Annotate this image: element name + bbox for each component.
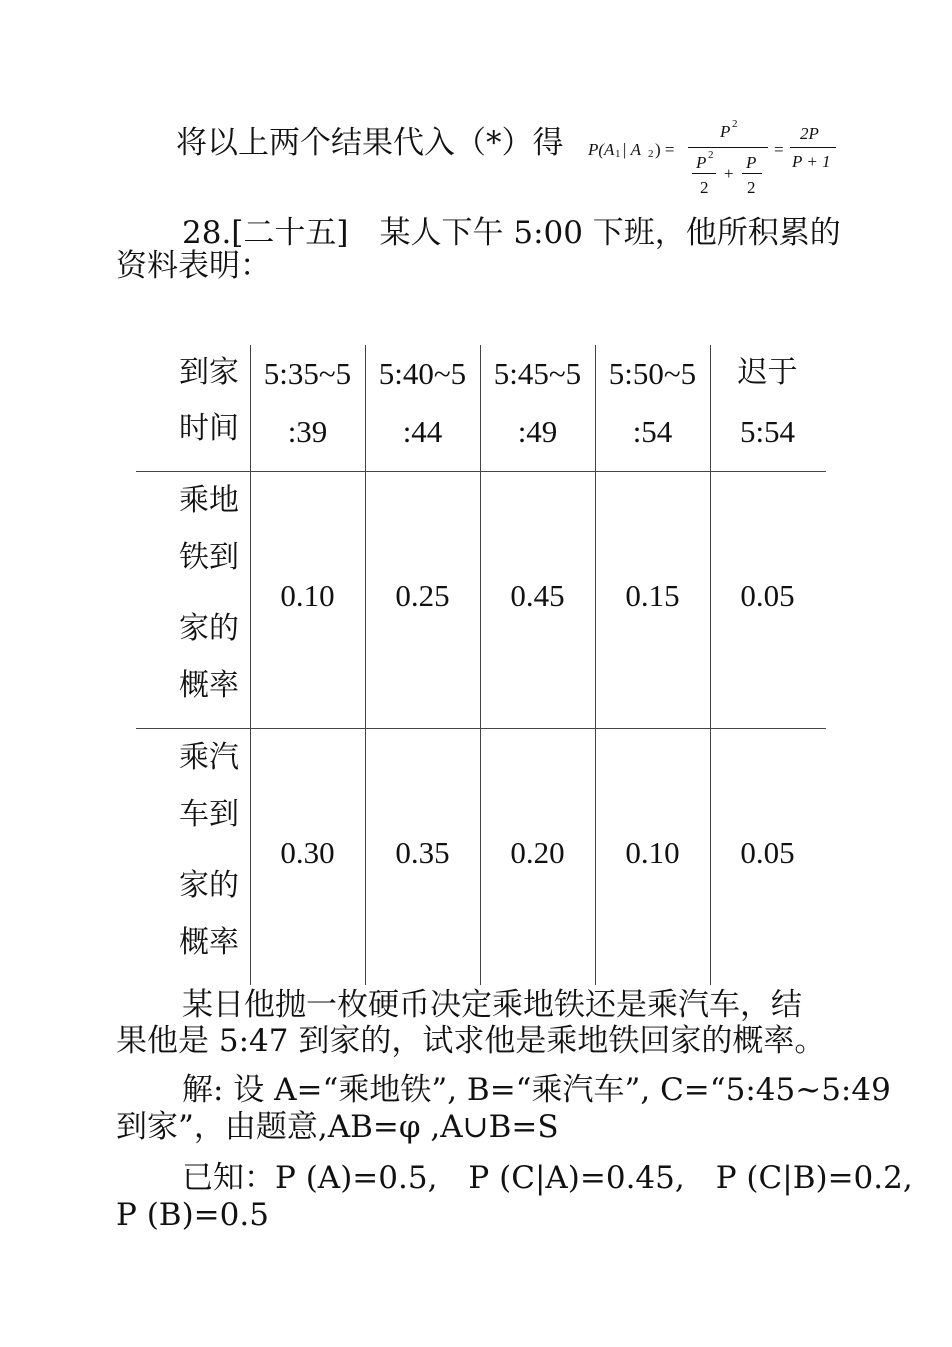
table-hline-1 [136, 471, 826, 472]
col-header-2-line1: 5:40~5 [378, 356, 467, 391]
row2-value-3: 0.20 [510, 835, 565, 870]
row2-label-line2: 车到 [179, 797, 239, 832]
conditional-probability-formula [588, 112, 848, 212]
formula-den1-bar [692, 173, 716, 174]
formula-den1-bottom: 2 [700, 178, 709, 197]
intro-text: 将以上两个结果代入（*）得 [176, 125, 564, 161]
formula-close: ) = [655, 140, 675, 159]
col-header-4-line2: :54 [632, 414, 673, 449]
row2-value-1: 0.30 [280, 835, 335, 870]
header-label-line2: 时间 [179, 411, 239, 446]
row1-value-3: 0.45 [510, 578, 565, 613]
known-line2: P (B)=0.5 [116, 1197, 269, 1233]
row1-value-4: 0.15 [625, 578, 680, 613]
row1-label-line2: 铁到 [179, 540, 239, 575]
formula-plus: + [724, 164, 734, 183]
formula-num-exp: 2 [732, 118, 738, 130]
formula-sub1: 1 [615, 148, 621, 160]
col-header-3-line2: :49 [517, 414, 558, 449]
formula-num-p: P [720, 122, 731, 141]
row2-value-5: 0.05 [740, 835, 795, 870]
row1-value-1: 0.10 [280, 578, 335, 613]
formula-main-bar [688, 147, 768, 148]
formula-eq2: = [774, 140, 784, 159]
formula-mid: | A [622, 140, 642, 159]
table-hline-2 [136, 728, 826, 729]
question-line2: 果他是 5:47 到家的，试求他是乘地铁回家的概率。 [116, 1023, 826, 1059]
row2-label-line1: 乘汽 [179, 740, 239, 775]
col-header-5-line2: 5:54 [739, 414, 796, 449]
row2-value-4: 0.10 [625, 835, 680, 870]
formula-den2-top: P [746, 153, 757, 172]
formula-lhs: P(A [588, 140, 615, 159]
col-header-3-line1: 5:45~5 [493, 356, 582, 391]
col-header-4-line1: 5:50~5 [608, 356, 697, 391]
solution-line1: 解: 设 A=“乘地铁”, B=“乘汽车”, C=“5:45~5:49 [182, 1072, 891, 1108]
formula-den1-p: P [696, 153, 707, 172]
formula-rhs-bar [790, 147, 836, 148]
formula-rhs-num: 2P [800, 124, 819, 143]
solution-line2: 到家”，由题意,AB=φ ,A∪B=S [116, 1109, 559, 1145]
row1-label-line4: 概率 [179, 668, 239, 703]
row1-label-line3: 家的 [179, 611, 239, 646]
row2-value-2: 0.35 [395, 835, 450, 870]
row2-label-line3: 家的 [179, 868, 239, 903]
header-label-line1: 到家 [179, 355, 239, 390]
row1-label-line1: 乘地 [179, 483, 239, 518]
known-line1: 已知：P (A)=0.5, P (C|A)=0.45, P (C|B)=0.2, [182, 1160, 913, 1196]
question-line1: 某日他抛一枚硬币决定乘地铁还是乘汽车，结 [182, 987, 802, 1023]
problem-heading: 28.[二十五] 某人下午 5:00 下班，他所积累的 [182, 215, 841, 251]
col-header-5-line1: 迟于 [737, 355, 798, 390]
row1-value-5: 0.05 [740, 578, 795, 613]
formula-den2-bar [742, 173, 762, 174]
formula-rhs-den: P + 1 [792, 152, 831, 171]
problem-heading-line2: 资料表明： [116, 248, 271, 284]
col-header-1-line1: 5:35~5 [263, 356, 352, 391]
formula-sub2: 2 [648, 148, 654, 160]
col-header-1-line2: :39 [287, 414, 328, 449]
row2-label-line4: 概率 [179, 925, 239, 960]
col-header-2-line2: :44 [402, 414, 443, 449]
row1-value-2: 0.25 [395, 578, 450, 613]
formula-den2-bottom: 2 [747, 178, 756, 197]
formula-den1-exp: 2 [708, 149, 714, 161]
